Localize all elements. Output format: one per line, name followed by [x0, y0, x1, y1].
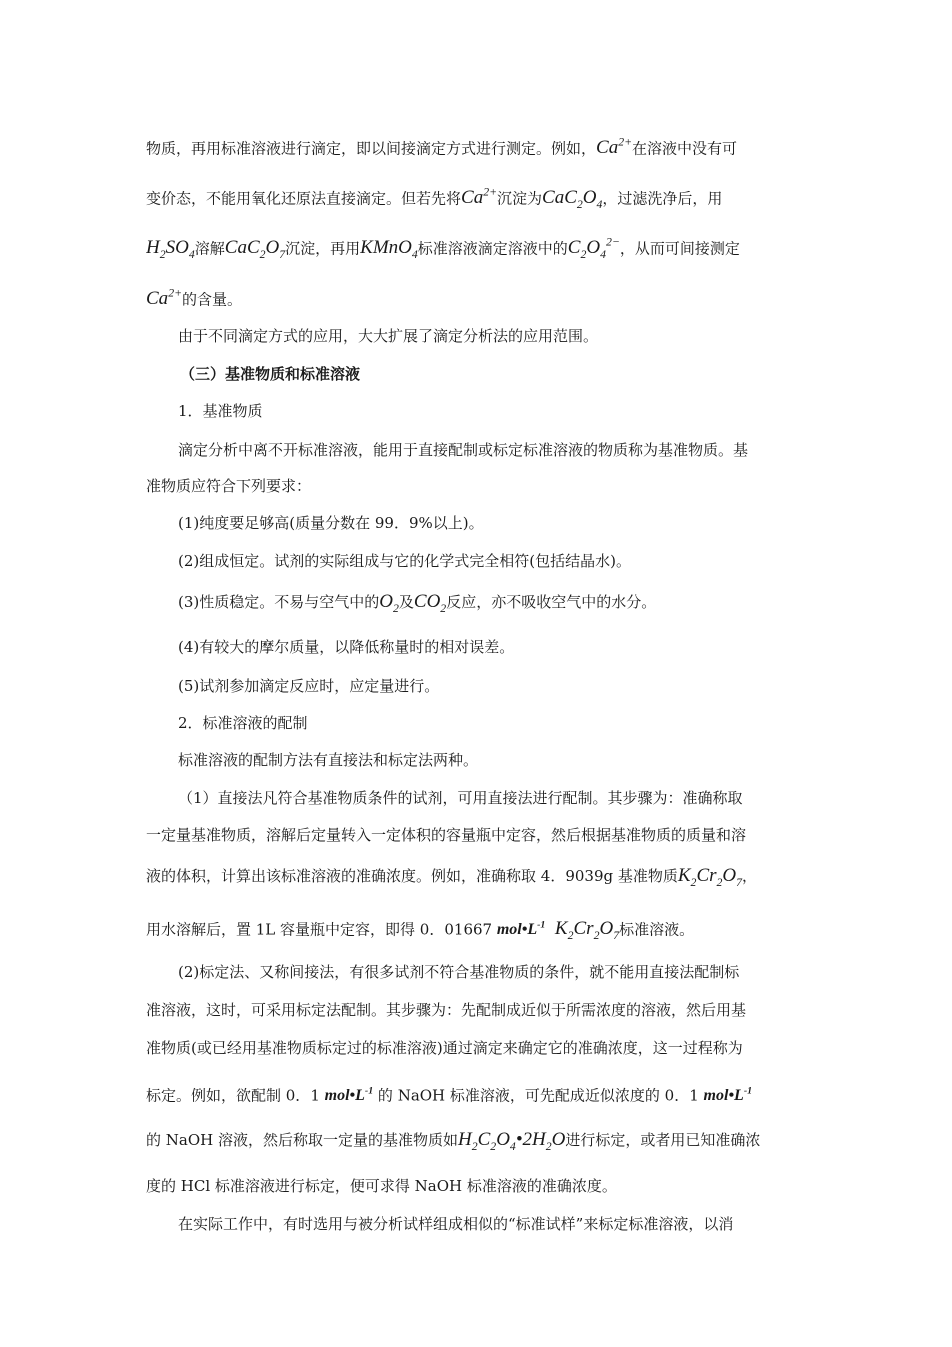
list-item-2: (2)组成恒定。试剂的实际组成与它的化学式完全相符(包括结晶水)。	[178, 552, 631, 570]
formula-oxalic-acid-dihydrate: $H_2C_2O_4•2H_2O$	[457, 1130, 566, 1153]
paragraph-line-22: 准溶液，这时，可采用标定法配制。其步骤为：先配制成近似于所需浓度的溶液，然后用基	[146, 1001, 747, 1019]
paragraph-line-19: 液的体积，计算出该标准溶液的准确浓度。例如，准确称取 4．9039g 基准物质$K_2Cr_2O_7$，	[146, 866, 758, 889]
formula-k2cr2o7: $K_2Cr_2O_7$	[554, 918, 620, 943]
paragraph-line-23: 准物质(或已经用基准物质标定过的标准溶液)通过滴定来确定它的准确浓度，这一过程称为	[146, 1039, 743, 1057]
section-heading: （三）基准物质和标准溶液	[180, 365, 361, 383]
list-item-1: (1)纯度要足够高(质量分数在 99．9%以上)。	[178, 514, 484, 532]
paragraph-line-1: 物质，再用标准溶液进行滴定，即以间接滴定方式进行测定。例如，$Ca^{2+}$在溶液中没有可	[146, 136, 738, 159]
paragraph-line-8: 滴定分析中离不开标准溶液，能用于直接配制或标定标准溶液的物质称为基准物质。基	[178, 441, 749, 459]
unit-mol-per-l: $mol•L^{-1}$	[496, 920, 546, 939]
formula-co2: $CO_2$	[413, 592, 447, 615]
formula-c2o4-ion: $C_2O_4^{2-}$	[567, 236, 620, 262]
formula-cac2o7: $CaC_2O_7$	[224, 237, 286, 262]
paragraph-line-4: $Ca^{2+}$的含量。	[146, 287, 243, 310]
list-item-4: (4)有较大的摩尔质量，以降低称量时的相对误差。	[178, 638, 515, 656]
list-item-3: (3)性质稳定。不易与空气中的$O_2$及$CO_2$反应，亦不吸收空气中的水分。	[178, 592, 657, 615]
paragraph-line-2: 变价态，不能用氧化还原法直接滴定。但若先将$Ca^{2+}$沉淀为$CaC_2O_4$，过滤洗净后，用	[146, 186, 723, 212]
list-item-5: (5)试剂参加滴定反应时，应定量进行。	[178, 677, 440, 695]
formula-ca2plus: $Ca^{2+}$	[461, 186, 498, 209]
paragraph-line-26: 度的 HCl 标准溶液进行标定，便可求得 NaOH 标准溶液的准确浓度。	[146, 1177, 617, 1195]
formula-h2so4: $H_2SO_4$	[146, 237, 195, 262]
paragraph-line-25: 的 NaOH 溶液，然后称取一定量的基准物质如$H_2C_2O_4•2H_2O$进行标定，或者用已知准确浓	[146, 1130, 761, 1153]
paragraph-line-20: 用水溶解后，置 1L 容量瓶中定容，即得 0．01667 $mol•L^{-1}$ $K_2Cr_2O_7$标准溶液。	[146, 918, 695, 943]
paragraph-line-5: 由于不同滴定方式的应用，大大扩展了滴定分析法的应用范围。	[178, 327, 599, 345]
formula-cac2o4: $CaC_2O_4$	[542, 187, 603, 212]
paragraph-line-3: $H_2SO_4$溶解$CaC_2O_7$沉淀，再用KMnO$_4$标准溶液滴定溶液中的$C_2O_4^{2-}$，从而可间接测定	[146, 236, 740, 262]
paragraph-line-16: 标准溶液的配制方法有直接法和标定法两种。	[178, 751, 479, 769]
formula-k2cr2o7: $K_2Cr_2O_7$	[677, 866, 743, 889]
paragraph-line-18: 一定量基准物质，溶解后定量转入一定体积的容量瓶中定容，然后根据基准物质的质量和溶	[146, 826, 747, 844]
paragraph-line-21: (2)标定法、又称间接法，有很多试剂不符合基准物质的条件，就不能用直接法配制标	[178, 963, 740, 981]
formula-kmno4: KMnO$_4$	[360, 237, 418, 262]
subsection-heading-2: 2．标准溶液的配制	[178, 714, 308, 732]
unit-mol-per-l: $mol•L^{-1}$	[703, 1086, 753, 1105]
formula-ca2plus: $Ca^{2+}$	[596, 136, 633, 159]
unit-mol-per-l: $mol•L^{-1}$	[324, 1086, 374, 1105]
paragraph-line-17: （1）直接法凡符合基准物质条件的试剂，可用直接法进行配制。其步骤为：准确称取	[178, 789, 743, 807]
paragraph-line-9: 准物质应符合下列要求：	[146, 477, 312, 495]
subsection-heading-1: 1．基准物质	[178, 402, 263, 420]
paragraph-line-27: 在实际工作中，有时选用与被分析试样组成相似的“标准试样”来标定标准溶液，以消	[178, 1215, 734, 1233]
paragraph-line-24: 标定。例如，欲配制 0．1 $mol•L^{-1}$ 的 NaOH 标准溶液，可先配成近似浓度的 0．1 $mol•L^{-1}$	[146, 1086, 753, 1105]
formula-o2: $O_2$	[379, 592, 399, 615]
formula-ca2plus: $Ca^{2+}$	[146, 287, 183, 310]
